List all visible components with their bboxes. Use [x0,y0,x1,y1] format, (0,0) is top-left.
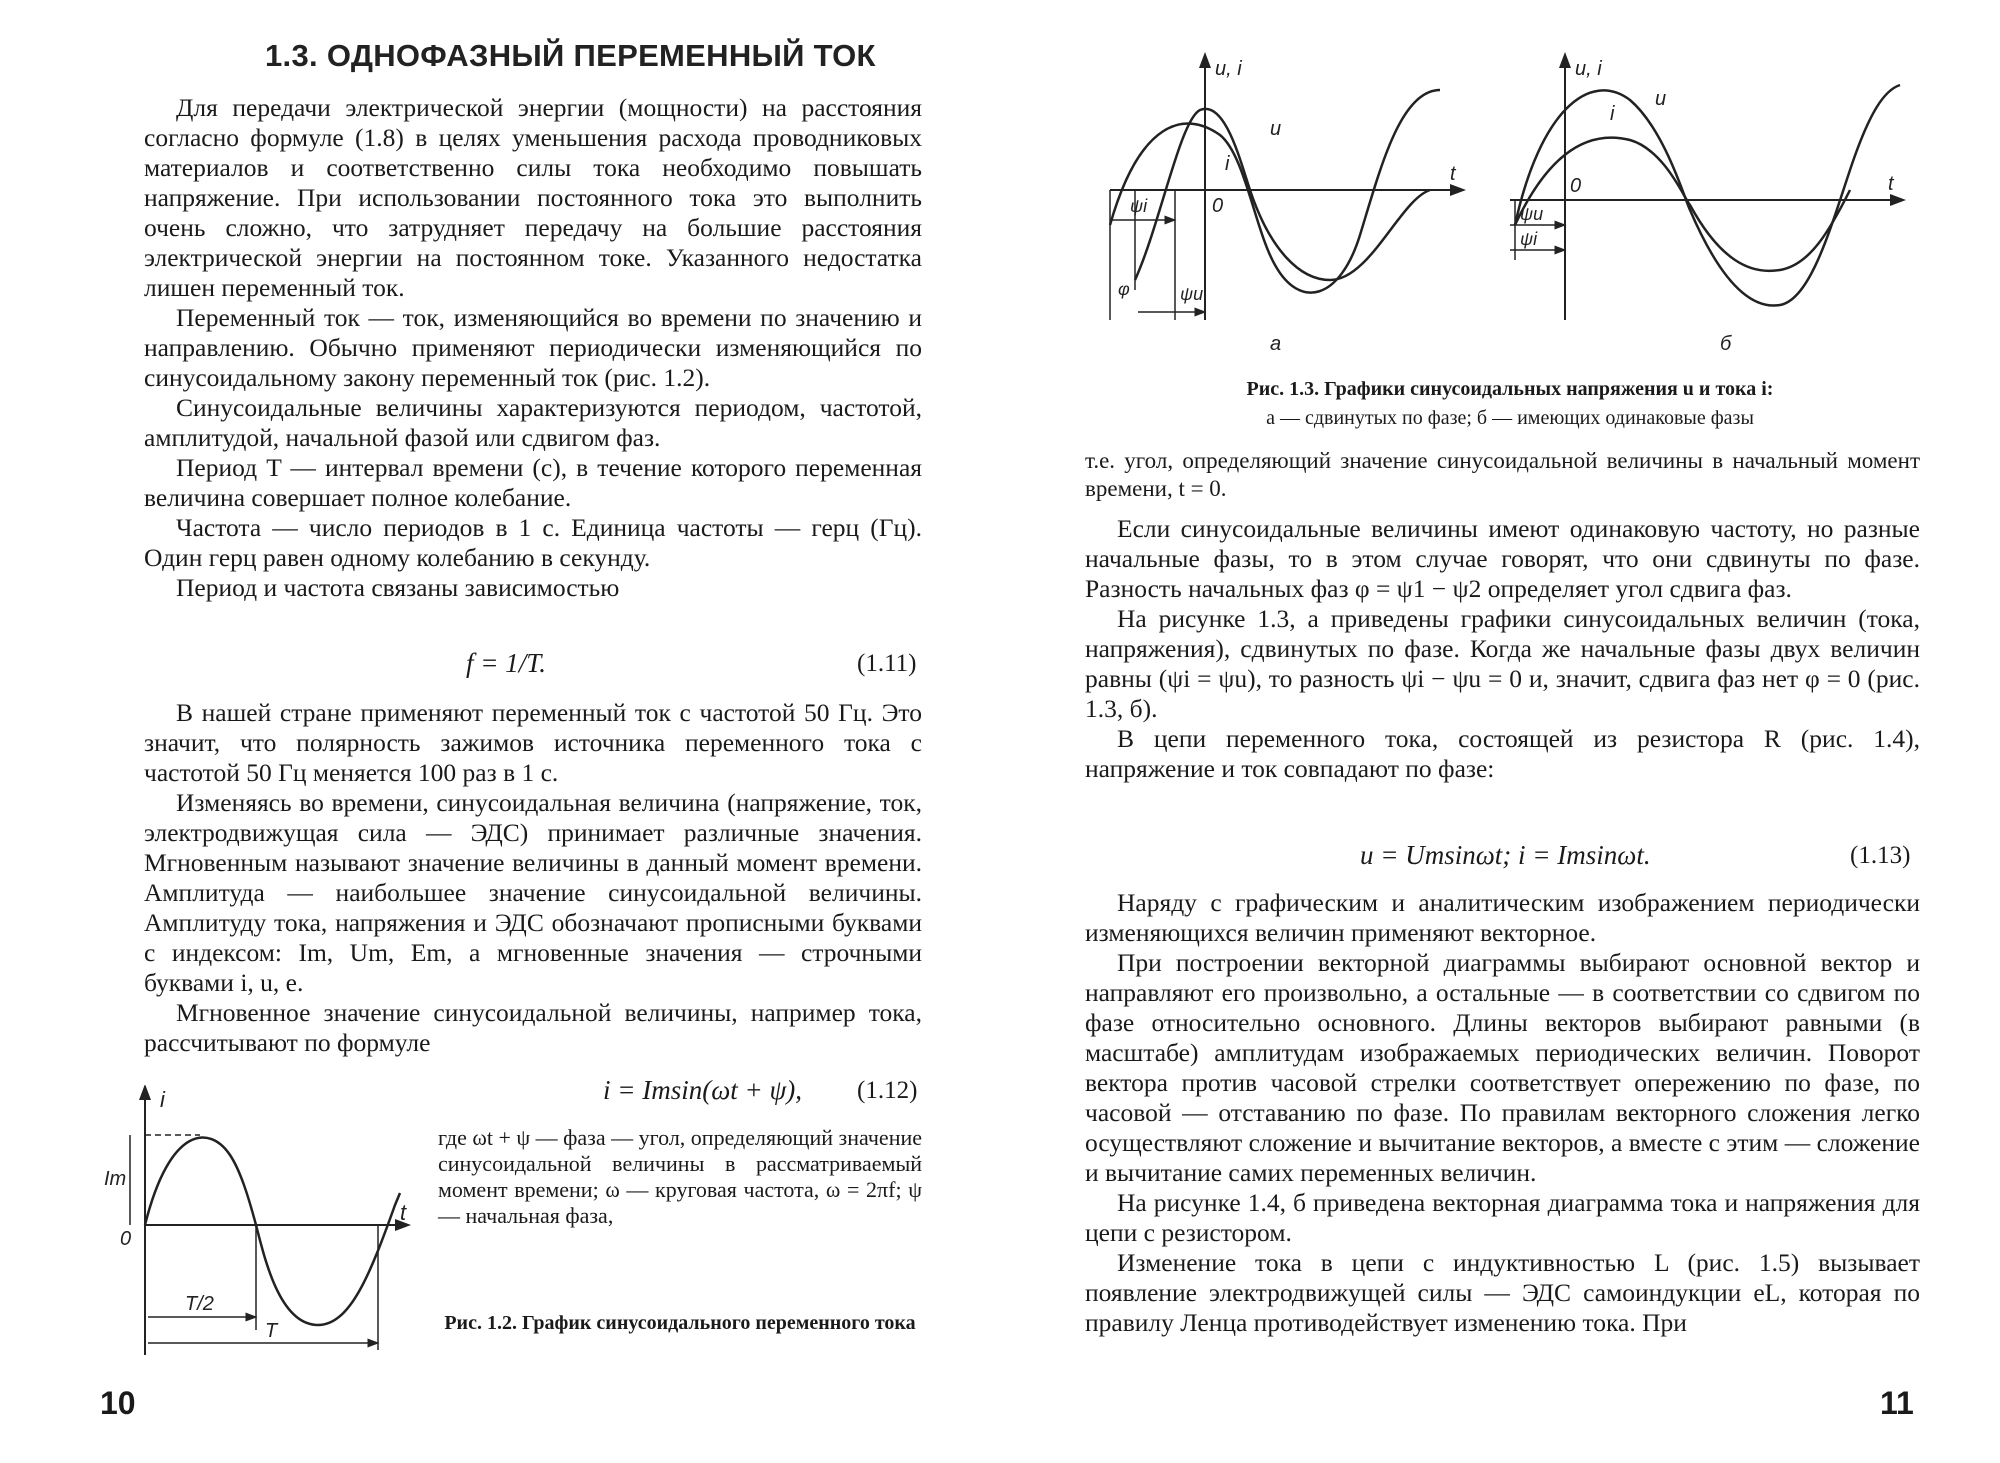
paragraph: Изменяясь во времени, синусоидальная величина (напряжение, ток, электродвижущая сила — ЭДС) принимает различные значения. Мгновенным называют значение величины в данный момент времени. Амплитуда — наибольшее значение синусоидальной величины. Амплитуду тока, напряжения и ЭДС обозначают прописными буквами с индексом: Im, Um, Em, а мгновенные значения — строчными буквами i, u, e. [144,788,922,997]
label-t-full: T [265,1320,278,1342]
label-u: u [1655,88,1667,110]
paragraph: Частота — число периодов в 1 с. Единица частоты — герц (Гц). Один герц равен одному колебанию в секунду. [144,513,922,572]
label-u: u [1270,118,1282,140]
label-psi-i: ψi [1520,229,1538,249]
label-t-half: T/2 [185,1293,214,1315]
label-psi-u: ψu [1180,284,1204,304]
formula-1-13: u = Umsinωt; i = Imsinωt. [1360,840,1651,870]
formula-1-11: f = 1/T. [466,648,546,678]
right-text-block-2 [1085,888,1920,1338]
figure-1-3-caption: Рис. 1.3. Графики синусоидальных напряжения u и тока i: а — сдвинутых по фазе; б — имеющих одинаковые фазы [1246,378,1774,429]
label-b: б [1720,333,1732,355]
label-psi-u: ψu [1520,204,1544,224]
paragraph: Наряду с графическим и аналитическим изображением периодически изменяющихся величин применяют векторное. [1085,888,1920,947]
label-t: t [1888,173,1894,195]
right-continuation: т.е. угол, определяющий значение синусоидальной величины в начальный момент времени, t = 0. [1085,448,1920,501]
paragraph: В цепи переменного тока, состоящей из резистора R (рис. 1.4), напряжение и ток совпадают по фазе: [1085,724,1920,783]
figure-1-2-caption: Рис. 1.2. График синусоидального переменного тока [444,1312,916,1334]
formula-number: (1.13) [1850,842,1911,869]
paragraph: При построении векторной диаграммы выбирают основной вектор и направляют его произвольно, а остальные — в соответствии со сдвигом по фазе относительно основного. Длины векторов выбирают равными (в масштабе) амплитудам изображаемых периодических величин. Поворот вектора против часовой стрелки соответствует опережению по фазе, по часовой — отставанию по фазе. По правилам векторного сложения легко осуществляют сложение и вычитание векторов, а вместе с этим — сложение и вычитание самих переменных величин. [1085,948,1920,1187]
label-phi: φ [1118,279,1130,299]
paragraph: Для передачи электрической энергии (мощности) на расстояния согласно формуле (1.8) в целях уменьшения расхода проводниковых материалов и соответственно силы тока необходимо повышать напряжение. При использовании постоянного тока это выполнить очень сложно, что затрудняет передачу на большие расстояния электрической энергии на постоянном токе. Указанного недостатка лишен переменный ток. [144,93,922,302]
formula-number: (1.11) [857,650,917,677]
left-text-block-2 [144,698,922,1058]
paragraph: Изменение тока в цепи с индуктивностью L (рис. 1.5) вызывает появление электродвижущей силы — ЭДС самоиндукции eL, которая по правилу Ленца противодействует изменению тока. При [1085,1248,1920,1337]
formula-explanation: где ωt + ψ — фаза — угол, определяющий значение синусоидальной величины в рассматриваемый момент времени; ω — круговая частота, ω = 2πf; ψ — начальная фаза, [438,1125,923,1228]
paragraph: Период T — интервал времени (с), в течение которого переменная величина совершает полное колебание. [144,453,922,512]
left-text-block-1 [144,93,922,603]
label-psi-i: ψi [1130,196,1148,216]
paragraph: Если синусоидальные величины имеют одинаковую частоту, но разные начальные фазы, то в этом случае говорят, что они сдвинуты по фазе. Разность начальных фаз φ = ψ1 − ψ2 определяет угол сдвига фаз. [1085,514,1920,603]
label-t: t [400,1200,407,1225]
sine-curve [145,1138,400,1325]
paragraph: Синусоидальные величины характеризуются периодом, частотой, амплитудой, начальной фазой или сдвигом фаз. [144,393,922,452]
paragraph: На рисунке 1.4, б приведена векторная диаграмма тока и напряжения для цепи с резистором. [1085,1188,1920,1247]
page-number-right: 11 [1880,1385,1914,1421]
label-i: i [1225,153,1230,175]
paragraph: На рисунке 1.3, а приведены графики синусоидальных величин (тока, напряжения), сдвинутых по фазе. Когда же начальные фазы двух величин равны (ψi = ψu), то разность ψi − ψu = 0 и, значит, сдвига фаз нет φ = 0 (рис. 1.3, б). [1085,604,1920,723]
label-t: t [1450,163,1456,185]
label-i: i [1610,103,1615,125]
label-zero: 0 [1570,175,1582,197]
label-im: Im [104,1168,127,1190]
figure-1-2 [100,1085,420,1365]
formula-1-12: i = Imsin(ωt + ψ), [603,1075,803,1105]
label-zero: 0 [120,1228,132,1250]
label-ui: u, i [1575,58,1602,80]
paragraph: В нашей стране применяют переменный ток с частотой 50 Гц. Это значит, что полярность зажимов источника переменного тока с частотой 50 Гц меняется 100 раз в 1 с. [144,698,922,787]
page-number-left: 10 [100,1385,136,1421]
figure-1-3a [1100,50,1470,360]
label-a: а [1270,333,1282,355]
paragraph: Период и частота связаны зависимостью [176,573,620,602]
figure-1-3b [1480,50,1910,360]
right-text-block-1 [1085,514,1920,784]
label-ui: u, i [1215,58,1242,80]
i-curve [1135,109,1430,280]
label-zero: 0 [1212,195,1224,217]
label-i: i [160,1087,165,1112]
formula-number: (1.12) [857,1077,918,1104]
paragraph: Мгновенное значение синусоидальной величины, например тока, рассчитывают по формуле [144,998,922,1057]
paragraph: Переменный ток — ток, изменяющийся во времени по значению и направлению. Обычно применяют периодически изменяющийся по синусоидальному закону переменный ток (рис. 1.2). [144,303,922,392]
right-page [1000,0,2000,1463]
section-heading: 1.3. ОДНОФАЗНЫЙ ПЕРЕМЕННЫЙ ТОК [265,38,876,73]
